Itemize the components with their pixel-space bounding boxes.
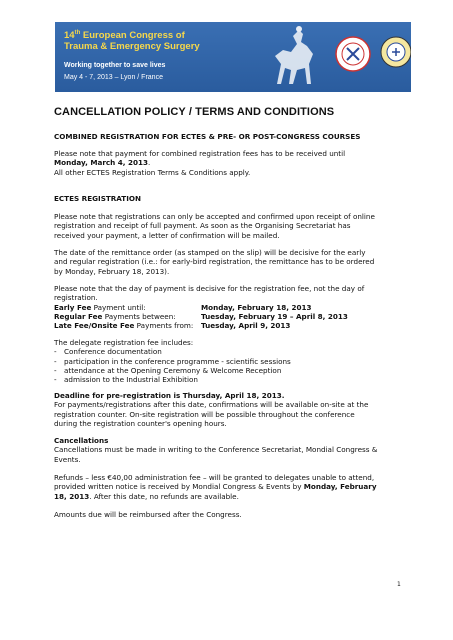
ectes-p2-line2: and regular registration (i.e.: for early-bird registration, the remittance has to be ordered [54, 257, 375, 267]
combined-deadline: Monday, March 4, 2013 [54, 158, 149, 168]
ectes-title: ECTES REGISTRATION [54, 194, 142, 203]
combined-p2: All other ECTES Registration Terms & Conditions apply. [54, 167, 251, 177]
refund-deadline-part1: Monday, February [303, 482, 377, 492]
fee-late-value: Tuesday, April 9, 2013 [201, 321, 291, 331]
horse-rider-icon [263, 24, 323, 92]
refunds-line3: 18, 2013. After this date, no refunds are available. [54, 491, 239, 501]
list-item: - Conference documentation [54, 347, 162, 357]
society-seal-icon [335, 36, 371, 72]
after-line3: during the registration counter's opening hours. [54, 418, 227, 428]
fee-regular-rest: Payments between: [102, 311, 176, 321]
cancellations-title: Cancellations [54, 436, 109, 445]
banner-edition: 14 [64, 30, 75, 42]
preregistration-deadline: Deadline for pre-registration is Thursday, April 18, 2013. [54, 391, 285, 400]
cancellations-block [54, 436, 410, 464]
ectes-p3-line2: registration. [54, 293, 98, 303]
fee-row-late [54, 321, 410, 330]
refund-deadline-part2: 18, 2013 [54, 491, 90, 501]
combined-paragraph [54, 149, 410, 177]
combined-title: COMBINED REGISTRATION FOR ECTES & PRE- OR POST-CONGRESS COURSES [54, 132, 361, 141]
includes-title: The delegate registration fee includes: [54, 338, 194, 347]
refunds-line2: provided written notice is received by Mondial Congress & Events by Monday, February [54, 482, 377, 492]
fee-regular-value: Tuesday, February 19 – April 8, 2013 [201, 311, 348, 321]
after-line1: For payments/registrations after this date, confirmations will be available on-site at the [54, 400, 369, 410]
combined-p1-end: . [148, 158, 151, 168]
ectes-p1-line1: Please note that registrations can only be accepted and confirmed upon receipt of online [54, 212, 375, 221]
combined-p1-line1: Please note that payment for combined registration fees has to be received until [54, 149, 346, 158]
ectes-p3-line1: Please note that the day of payment is decisive for the registration fee, not the day of [54, 284, 365, 293]
fee-early-label: Early Fee [54, 302, 92, 312]
cancellations-p1-line1: Cancellations must be made in writing to the Conference Secretariat, Mondial Congress & [54, 445, 378, 455]
list-item: - attendance at the Opening Ceremony & Welcome Reception [54, 365, 282, 375]
list-item: - participation in the conference programme - scientific sessions [54, 356, 291, 366]
fee-regular-label: Regular Fee [54, 311, 103, 321]
ectes-paragraph-2 [54, 248, 410, 276]
includes-block [54, 338, 410, 384]
ectes-p1-line3: received your payment, a letter of confirmation will be mailed. [54, 230, 280, 240]
ectes-p2-line3: by Monday, February 18, 2013). [54, 266, 170, 276]
ectes-paragraph-3 [54, 284, 410, 330]
fee-early-rest: Payment until: [91, 302, 146, 312]
ectes-p2-line1: The date of the remittance order (as stamped on the slip) will be decisive for the early [54, 248, 366, 257]
banner-title-line1: European Congress of [80, 30, 185, 42]
page-number: 1 [397, 581, 401, 588]
ectes-paragraph-1 [54, 212, 410, 240]
banner-dates: May 4 - 7, 2013 – Lyon / France [64, 74, 163, 81]
fee-row-regular [54, 312, 410, 321]
fee-early-value: Monday, February 18, 2013 [201, 302, 312, 312]
list-item: - admission to the Industrial Exhibition [54, 375, 198, 385]
association-seal-icon [380, 36, 411, 68]
refunds-line1: Refunds – less €40,00 administration fee – will be granted to delegates unable to attend, [54, 473, 375, 482]
congress-banner [55, 22, 411, 92]
fee-late-rest: Payments from: [134, 321, 194, 331]
banner-slogan: Working together to save lives [64, 62, 166, 69]
cancellations-p1-line2: Events. [54, 454, 81, 464]
banner-title-line2: Trauma & Emergency Surgery [64, 41, 200, 53]
fee-row-early [54, 303, 410, 312]
reimbursement-note: Amounts due will be reimbursed after the Congress. [54, 510, 242, 519]
deadline-block [54, 391, 410, 428]
banner-title [64, 28, 264, 52]
fee-late-label: Late Fee/Onsite Fee [54, 321, 135, 331]
after-line2: registration counter. On-site registration will be possible throughout the conference [54, 409, 355, 419]
banner-edition-suffix: th [74, 30, 81, 36]
ectes-p1-line2: registration and receipt of full payment. As soon as the Organising Secretariat has [54, 221, 351, 231]
page-title: CANCELLATION POLICY / TERMS AND CONDITIONS [54, 106, 335, 118]
combined-p1-line2 [54, 158, 410, 167]
refunds-block [54, 473, 410, 501]
